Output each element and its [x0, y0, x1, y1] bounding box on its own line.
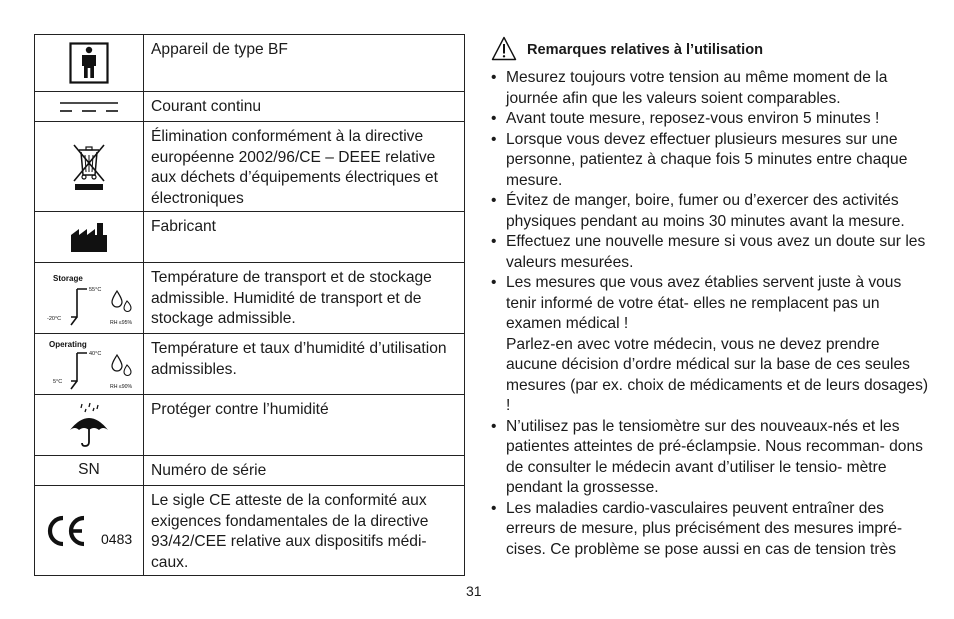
symbol-description: Fabricant: [144, 212, 465, 263]
storage-label: Storage: [53, 274, 83, 283]
usage-note-item: [491, 232, 931, 273]
operating-label: Operating: [49, 340, 87, 349]
bullet-glyph: •: [491, 69, 497, 86]
usage-note-item: [491, 109, 931, 130]
usage-note-text: Lorsque vous devez effectuer plusieurs mesures sur une personne, patientez à chaque fois 5 minutes entre chaque mesure.: [506, 130, 908, 189]
storage-temp-max: 55°C: [89, 287, 102, 293]
symbol-row: [35, 334, 465, 395]
symbol-description: Courant continu: [144, 92, 465, 122]
bullet-glyph: •: [491, 274, 497, 291]
symbol-description: Numéro de série: [144, 456, 465, 486]
usage-note-text: Effectuez une nouvelle mesure si vous avez un doute sur les valeurs mesurées.: [506, 233, 926, 271]
usage-notes-title: Remarques relatives à l’utilisation: [527, 42, 764, 58]
operating-humidity: RH ≤90%: [110, 384, 133, 390]
symbol-cell: [35, 456, 144, 486]
warning-triangle-icon: [491, 36, 517, 61]
direct-current-icon: [58, 101, 120, 113]
usage-note-text: Les maladies cardio-vasculaires peuvent entraîner des erreurs de mesure, plus précisément des mesures impré- cises. Ce problème se pose aussi en cas de tension très: [506, 499, 903, 558]
bullet-glyph: •: [491, 130, 497, 148]
bullet-glyph: •: [491, 110, 497, 127]
operating-temperature-humidity-icon: [41, 337, 137, 391]
symbol-row: [35, 122, 465, 212]
storage-temperature-humidity-icon: [41, 269, 137, 327]
symbol-description: Appareil de type BF: [144, 35, 465, 92]
usage-note-item: [491, 191, 931, 232]
bullet-glyph: •: [491, 233, 497, 250]
symbol-row: [35, 35, 465, 92]
symbol-description: Le sigle CE atteste de la conformité aux exigences fondamentales de la directive 93/42/CEE relative aux dispositifs médi- caux.: [144, 486, 465, 576]
usage-note-item: [491, 68, 931, 109]
usage-notes: [491, 38, 931, 560]
symbol-row: [35, 456, 465, 486]
ce-mark-icon: [41, 514, 137, 548]
symbol-cell: [35, 35, 144, 92]
usage-note-text: Mesurez toujours votre tension au même moment de la journée afin que les valeurs soient comparables.: [506, 69, 888, 107]
usage-note-item: [491, 499, 931, 561]
usage-note-text: N’utilisez pas le tensiomètre sur des nouveaux-nés et les patientes atteintes de pré-éclampsie. Nous recomman- dons de consulter le médecin avant d’utiliser le tensio- mètre pendant la grossesse.: [506, 417, 923, 496]
usage-notes-header: [491, 38, 931, 61]
symbol-cell: [35, 92, 144, 122]
storage-humidity: RH ≤95%: [110, 320, 133, 326]
symbol-row: [35, 395, 465, 456]
symbol-row: [35, 263, 465, 334]
symbol-description: Température et taux d’humidité d’utilisation admissibles.: [144, 334, 465, 395]
operating-temp-min: 5°C: [53, 379, 63, 385]
ce-notified-body-number: 0483: [101, 530, 133, 547]
usage-notes-list: [491, 68, 931, 560]
usage-note-text: Avant toute mesure, reposez-vous environ 5 minutes !: [506, 110, 880, 127]
symbol-cell: [35, 486, 144, 576]
symbol-cell: [35, 395, 144, 456]
symbols-table: [34, 34, 465, 576]
symbol-cell: [35, 334, 144, 395]
usage-note-item: [491, 417, 931, 499]
symbol-cell: [35, 122, 144, 212]
symbol-row: [35, 212, 465, 263]
symbol-description: Élimination conformément à la directive européenne 2002/96/CE – DEEE relative aux déchets d’équipements électriques et électroniques: [144, 122, 465, 212]
usage-note-text: Les mesures que vous avez établies servent juste à vous tenir informé de votre état- elles ne remplacent pas un examen médical !: [506, 274, 902, 332]
symbol-row: [35, 92, 465, 122]
bullet-glyph: •: [491, 417, 497, 435]
storage-temp-min: -20°C: [47, 316, 62, 322]
umbrella-rain-icon: [68, 402, 110, 448]
usage-note-text: Évitez de manger, boire, fumer ou d’exercer des activités physiques pendant au moins 30 minutes avant la mesure.: [506, 192, 905, 230]
crossed-out-bin-icon: [71, 141, 107, 193]
usage-note-item: [491, 273, 931, 417]
bullet-glyph: •: [491, 192, 497, 209]
usage-note-item: [491, 130, 931, 192]
manufacturer-factory-icon: [70, 221, 108, 253]
symbol-row: [35, 486, 465, 576]
bf-type-person-icon: [69, 42, 109, 84]
symbol-description: Protéger contre l’humidité: [144, 395, 465, 456]
symbol-description: Température de transport et de stockage admissible. Humidité de transport et de stockage admissible.: [144, 263, 465, 334]
bullet-glyph: •: [491, 499, 497, 517]
symbol-cell: [35, 212, 144, 263]
usage-note-text: Parlez-en avec votre médecin, vous ne devez prendre aucune décision d’ordre médical sur la base de ces seules mesures (par ex. choix de médicaments et de leurs dosages) !: [506, 335, 929, 414]
page-number: 31: [466, 583, 482, 599]
serial-number-symbol: SN: [78, 461, 100, 479]
symbol-cell: [35, 263, 144, 334]
operating-temp-max: 40°C: [89, 351, 102, 357]
